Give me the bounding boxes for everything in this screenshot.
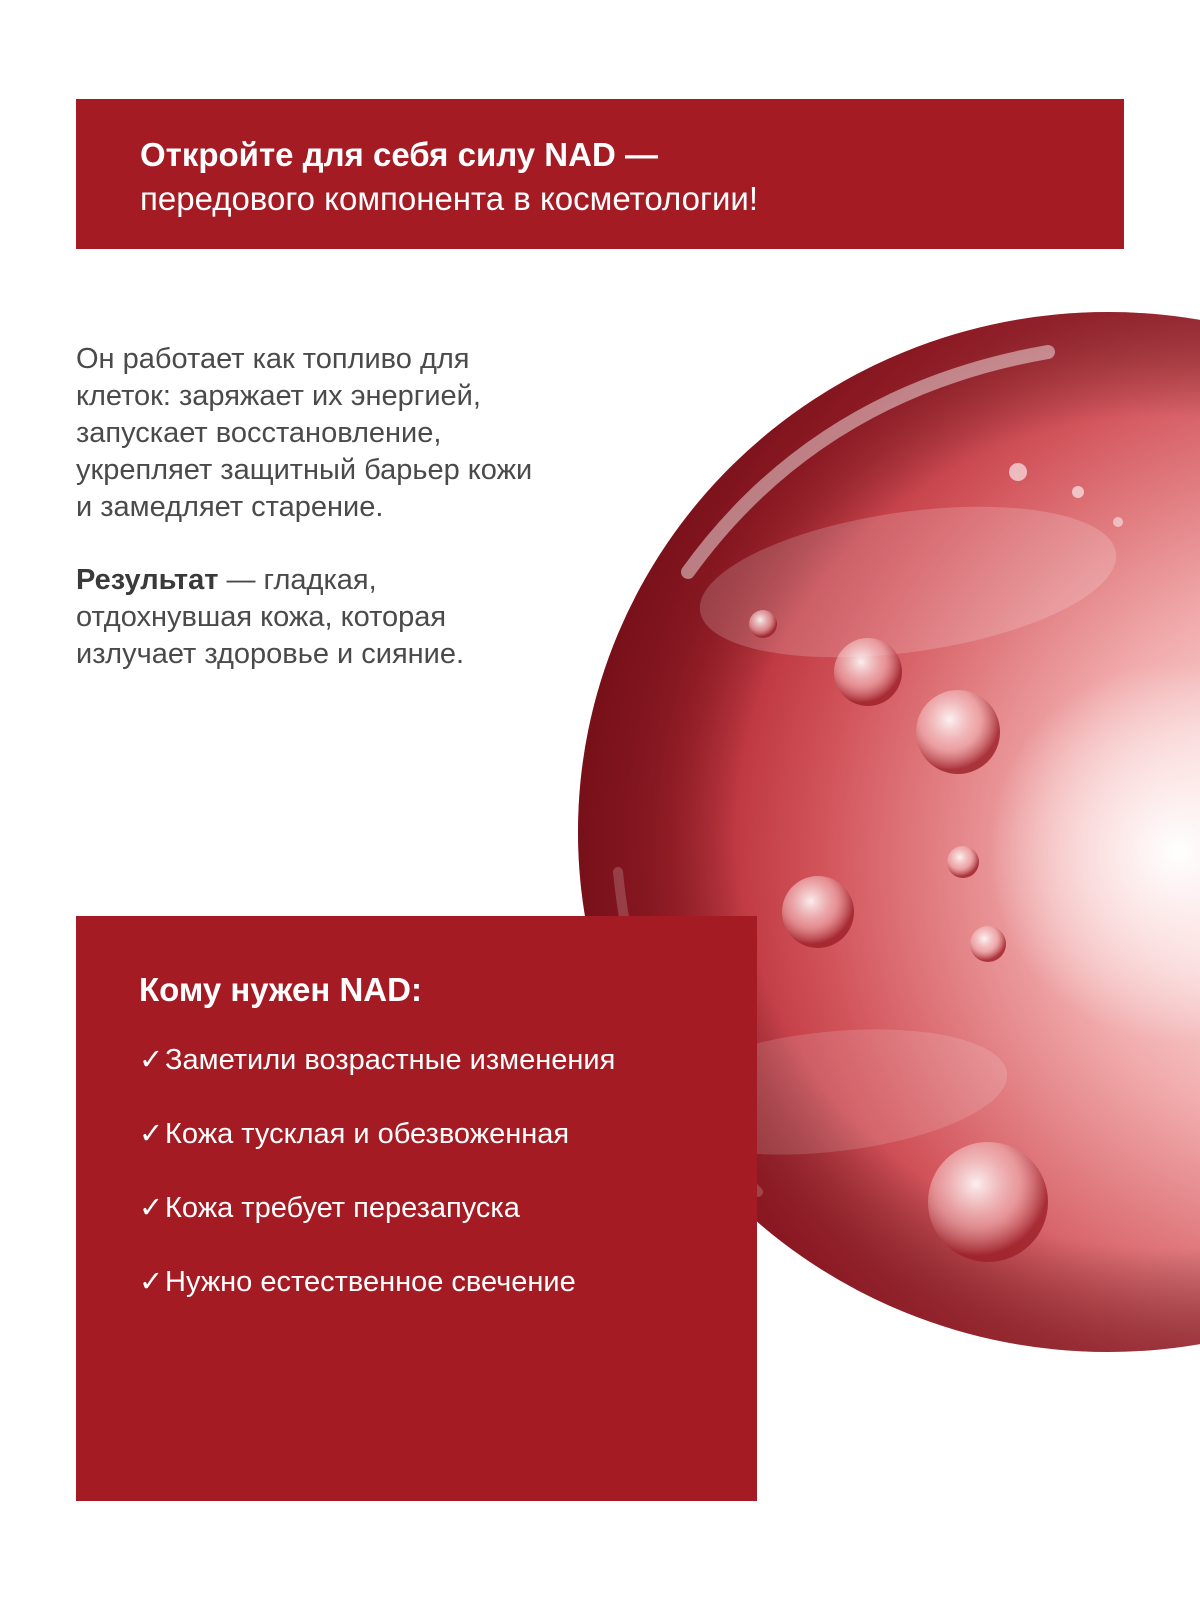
intro-paragraph: Он работает как топливо для клеток: заряжает их энергией, запускает восстановление, укрепляет защитный барьер кожи и замедляет старение.: [76, 343, 533, 523]
list-item: [139, 1190, 699, 1227]
result-paragraph: [76, 562, 546, 673]
header-title-bold: Откройте для себя силу NAD —: [140, 136, 658, 173]
header-title-regular: передового компонента в косметологии!: [140, 180, 759, 217]
check-icon: ✓: [139, 1266, 164, 1298]
intro-text: [76, 341, 546, 673]
list-item-text: Кожа тусклая и обезвоженная: [165, 1118, 570, 1150]
list-item-text: Нужно естественное свечение: [165, 1266, 576, 1298]
check-icon: ✓: [139, 1044, 164, 1076]
who-title: Кому нужен NAD:: [139, 971, 422, 1008]
who-needs-box: [76, 916, 757, 1501]
check-icon: ✓: [139, 1192, 164, 1224]
list-item: [139, 1042, 699, 1079]
result-label: Результат: [76, 564, 219, 596]
result-text: — гладкая, отдохнувшая кожа, которая излучает здоровье и сияние.: [76, 564, 465, 670]
list-item-text: Кожа требует перезапуска: [165, 1192, 520, 1224]
list-item-text: Заметили возрастные изменения: [165, 1044, 616, 1076]
list-item: [139, 1264, 699, 1301]
list-item: [139, 1116, 699, 1153]
check-icon: ✓: [139, 1118, 164, 1150]
header-banner: [76, 99, 1124, 249]
